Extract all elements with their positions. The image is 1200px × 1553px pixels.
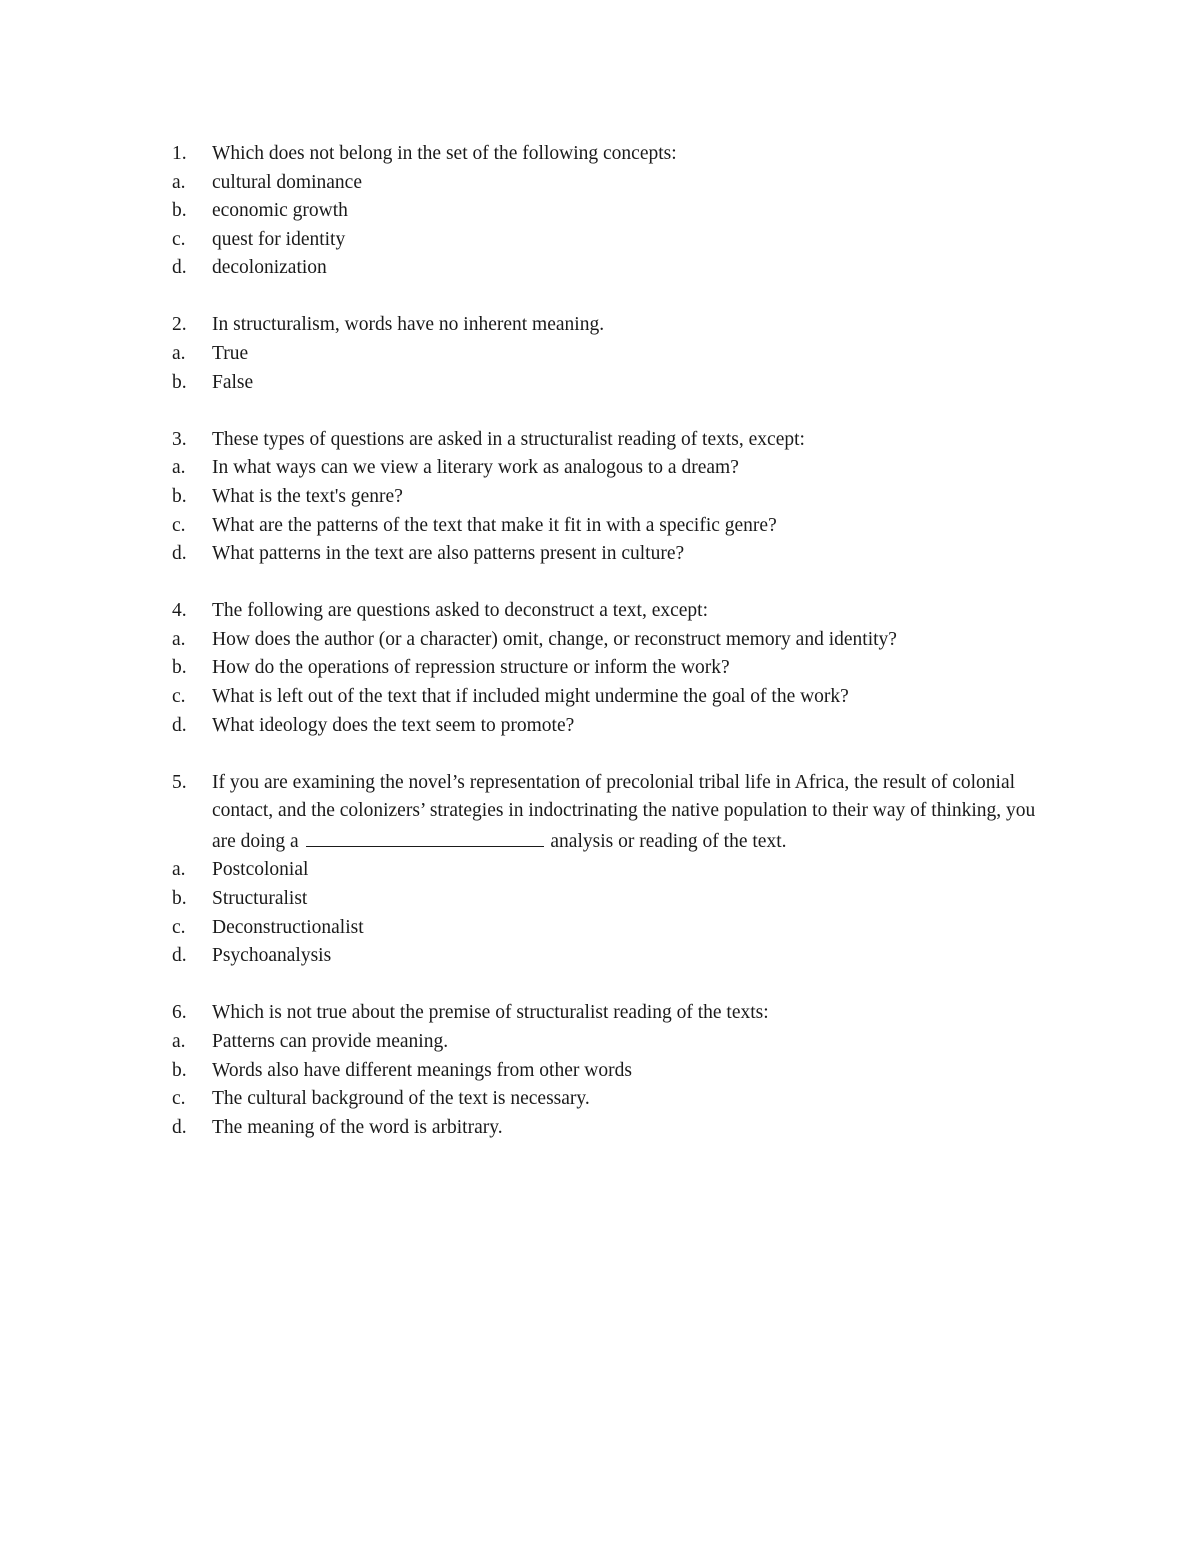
question-2	[172, 311, 1062, 397]
option-row	[172, 254, 1062, 283]
option-letter: d.	[172, 543, 187, 565]
option-text: What is left out of the text that if included might undermine the goal of the work?	[212, 686, 849, 707]
option-row	[172, 885, 1062, 914]
option-row	[172, 1085, 1062, 1114]
question-number: 5.	[172, 771, 187, 793]
option-text: cultural dominance	[212, 171, 362, 193]
option-letter: a.	[172, 457, 186, 479]
option-letter: c.	[172, 686, 186, 707]
question-row	[172, 999, 1062, 1028]
option-row	[172, 1114, 1062, 1143]
question-text: Which does not belong in the set of the following concepts:	[212, 143, 677, 164]
question-text-before-blank: If you are examining the novel’s representation of precolonial tribal life in Africa, the result of colonial contact, and the colonizers’ strategies in indoctrinating the native population to their way of thinking, you are doing a	[212, 771, 1036, 852]
option-letter: b.	[172, 1059, 187, 1081]
option-text: How does the author (or a character) omit, change, or reconstruct memory and identity?	[212, 628, 897, 650]
option-row	[172, 454, 1062, 483]
question-row	[172, 311, 1062, 340]
option-letter: b.	[172, 485, 187, 507]
option-row	[172, 540, 1062, 569]
option-row	[172, 1028, 1062, 1057]
option-text: False	[212, 371, 254, 393]
question-3	[172, 426, 1062, 569]
option-text: Deconstructionalist	[212, 916, 364, 938]
option-text: quest for identity	[212, 228, 346, 250]
option-text: What are the patterns of the text that make it fit in with a specific genre?	[212, 514, 777, 536]
question-row	[172, 140, 1062, 169]
option-text: The cultural background of the text is necessary.	[212, 1088, 590, 1110]
option-text: Postcolonial	[212, 859, 309, 881]
option-text: Structuralist	[212, 888, 308, 910]
option-text: True	[212, 343, 249, 365]
option-row	[172, 626, 1062, 655]
option-row	[172, 340, 1062, 369]
quiz	[172, 140, 1062, 1171]
option-text: economic growth	[212, 200, 348, 222]
option-letter: b.	[172, 371, 187, 393]
option-letter: d.	[172, 1116, 187, 1138]
option-row	[172, 914, 1062, 943]
option-letter: d.	[172, 945, 187, 967]
option-letter: d.	[172, 714, 187, 736]
option-letter: a.	[172, 628, 186, 650]
question-text	[212, 769, 1062, 857]
option-text: Psychoanalysis	[212, 945, 332, 967]
option-letter: d.	[172, 257, 187, 279]
option-letter: a.	[172, 1030, 186, 1052]
option-text: What ideology does the text seem to promote?	[212, 714, 575, 736]
question-row	[172, 769, 1062, 857]
question-1	[172, 140, 1062, 283]
question-text: In structuralism, words have no inherent meaning.	[212, 314, 605, 336]
question-text: The following are questions asked to deconstruct a text, except:	[212, 600, 709, 622]
question-text: These types of questions are asked in a structuralist reading of texts, except:	[212, 428, 805, 450]
option-row	[172, 369, 1062, 398]
option-letter: a.	[172, 171, 186, 193]
option-row	[172, 169, 1062, 198]
question-number: 4.	[172, 600, 187, 622]
answer-blank-line	[306, 826, 544, 847]
question-text-after-blank: analysis or reading of the text.	[550, 830, 787, 852]
option-text: How do the operations of repression structure or inform the work?	[212, 657, 730, 679]
option-letter: a.	[172, 859, 186, 881]
option-letter: c.	[172, 514, 186, 536]
question-row	[172, 426, 1062, 455]
option-letter: c.	[172, 916, 186, 938]
option-text: What is the text's genre?	[212, 485, 403, 507]
option-letter: b.	[172, 657, 187, 679]
option-letter: c.	[172, 1088, 186, 1110]
option-row	[172, 654, 1062, 683]
option-text: What patterns in the text are also patterns present in culture?	[212, 543, 685, 565]
option-row	[172, 197, 1062, 226]
question-number: 1.	[172, 143, 187, 164]
option-row	[172, 1057, 1062, 1086]
question-text: Which is not true about the premise of structuralist reading of the texts:	[212, 1002, 769, 1024]
option-letter: b.	[172, 200, 187, 222]
question-number: 6.	[172, 1002, 187, 1024]
option-row	[172, 683, 1062, 712]
option-letter: c.	[172, 228, 186, 250]
option-letter: b.	[172, 888, 187, 910]
option-text: The meaning of the word is arbitrary.	[212, 1116, 503, 1138]
question-6	[172, 999, 1062, 1142]
option-text: Words also have different meanings from other words	[212, 1059, 632, 1081]
option-row	[172, 483, 1062, 512]
option-row	[172, 712, 1062, 741]
option-row	[172, 512, 1062, 541]
question-number: 3.	[172, 428, 187, 450]
option-text: decolonization	[212, 257, 327, 279]
option-text: In what ways can we view a literary work as analogous to a dream?	[212, 457, 739, 479]
question-4	[172, 597, 1062, 740]
option-row	[172, 226, 1062, 255]
option-text: Patterns can provide meaning.	[212, 1030, 449, 1052]
option-letter: a.	[172, 343, 186, 365]
question-row	[172, 597, 1062, 626]
option-row	[172, 942, 1062, 971]
option-row	[172, 856, 1062, 885]
question-number: 2.	[172, 314, 187, 336]
question-5	[172, 769, 1062, 971]
